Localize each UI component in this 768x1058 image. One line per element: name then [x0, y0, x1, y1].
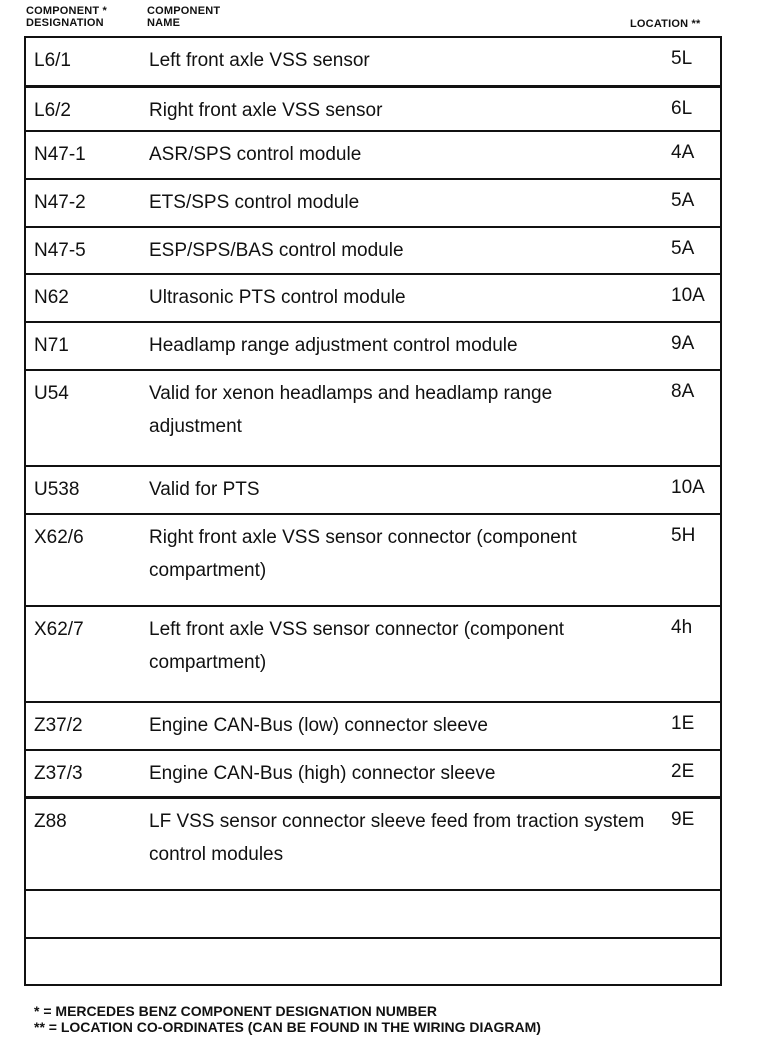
- designation-cell: N47-5: [34, 240, 86, 261]
- location-cell: 6L: [671, 98, 693, 119]
- location-cell: 9E: [671, 809, 695, 830]
- designation-cell: L6/2: [34, 100, 71, 121]
- designation-cell: N47-2: [34, 192, 86, 213]
- table-row: [26, 703, 720, 751]
- table-row: [26, 515, 720, 607]
- table-row: [26, 275, 720, 323]
- name-cell: Ultrasonic PTS control module: [149, 287, 406, 308]
- table-row: [26, 228, 720, 275]
- name-cell: ESP/SPS/BAS control module: [149, 240, 404, 261]
- table-row: [26, 180, 720, 228]
- location-cell: 8A: [671, 381, 695, 402]
- table-row: [26, 38, 720, 88]
- name-cell: Engine CAN-Bus (high) connector sleeve: [149, 763, 496, 784]
- designation-cell: X62/7: [34, 619, 84, 640]
- location-cell: 10A: [671, 285, 705, 306]
- table-row: [26, 132, 720, 180]
- footnote-location: ** = LOCATION CO-ORDINATES (CAN BE FOUND IN THE WIRING DIAGRAM): [34, 1019, 541, 1035]
- name-cell: Left front axle VSS sensor: [149, 50, 370, 71]
- designation-cell: Z37/3: [34, 763, 83, 784]
- name-cell: Right front axle VSS sensor connector (component compartment): [149, 527, 577, 581]
- designation-cell: X62/6: [34, 527, 84, 548]
- location-cell: 5L: [671, 48, 693, 69]
- designation-cell: Z88: [34, 811, 67, 832]
- location-cell: 5A: [671, 190, 695, 211]
- name-cell: Valid for PTS: [149, 479, 260, 500]
- table-row: [26, 323, 720, 371]
- name-cell: Headlamp range adjustment control module: [149, 335, 518, 356]
- name-cell: ETS/SPS control module: [149, 192, 360, 213]
- designation-cell: U54: [34, 383, 69, 404]
- name-cell: Engine CAN-Bus (low) connector sleeve: [149, 715, 488, 736]
- designation-cell: L6/1: [34, 50, 71, 71]
- location-cell: 5A: [671, 238, 695, 259]
- table-row: [26, 467, 720, 515]
- table-row: [26, 799, 720, 891]
- name-cell: Valid for xenon headlamps and headlamp range adjustment: [149, 383, 553, 437]
- location-cell: 5H: [671, 525, 696, 546]
- location-cell: 4h: [671, 617, 693, 638]
- location-cell: 9A: [671, 333, 695, 354]
- location-cell: 1E: [671, 713, 695, 734]
- name-cell: Left front axle VSS sensor connector (component compartment): [149, 619, 565, 673]
- designation-cell: N47-1: [34, 144, 86, 165]
- designation-cell: Z37/2: [34, 715, 83, 736]
- location-cell: 10A: [671, 477, 705, 498]
- table-row-empty: [26, 939, 720, 984]
- designation-cell: N62: [34, 287, 69, 308]
- name-cell: Right front axle VSS sensor: [149, 100, 383, 121]
- table-row: [26, 371, 720, 467]
- table-row: [26, 88, 720, 132]
- table-row: [26, 607, 720, 703]
- name-cell: ASR/SPS control module: [149, 144, 362, 165]
- component-table: [24, 36, 722, 986]
- table-row-empty: [26, 891, 720, 939]
- location-cell: 2E: [671, 761, 695, 782]
- table-row: [26, 751, 720, 799]
- location-cell: 4A: [671, 142, 695, 163]
- footnote-designation: * = MERCEDES BENZ COMPONENT DESIGNATION NUMBER: [34, 1003, 438, 1019]
- designation-cell: U538: [34, 479, 80, 500]
- column-header-designation: COMPONENT * DESIGNATION: [26, 5, 108, 29]
- column-header-location: LOCATION **: [630, 18, 701, 30]
- column-header-name: COMPONENT NAME: [147, 5, 221, 29]
- name-cell: LF VSS sensor connector sleeve feed from traction system control modules: [149, 811, 645, 865]
- designation-cell: N71: [34, 335, 69, 356]
